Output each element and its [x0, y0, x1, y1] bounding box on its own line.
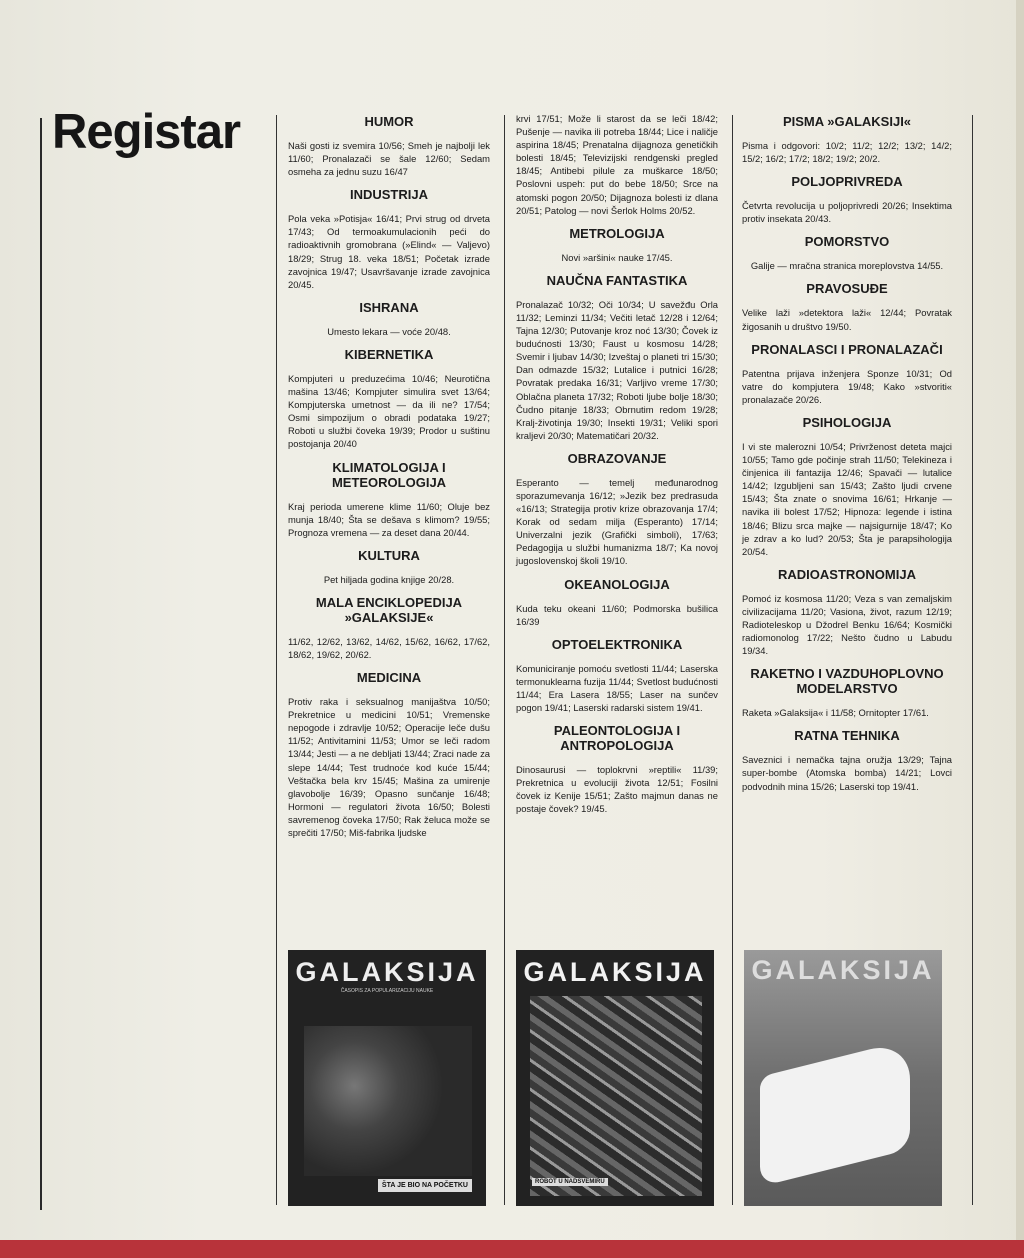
- section-heading: INDUSTRIJA: [349, 187, 428, 203]
- section-heading: KLIMATOLOGIJA I METEOROLOGIJA: [331, 459, 447, 490]
- magazine-cover-3: [744, 950, 942, 1206]
- section-entries: krvi 17/51; Može li starost da se leči 18/42; Pušenje — navika ili potreba 18/44; Lice i naličje aspirina 18/45; Prenatalna dijagnoza genetičkih bolesti 18/45; Televizijski rendgenski pregled 18/45; Antibebi pilule za muškarce 18/50; Poslovni uspeh: put do bebe 18/50; Srce na atomski pogon 20/50; Dijagnoza bolesti iz dlana 20/51; Patolog — novi Šerlok Holms 20/52.: [516, 113, 718, 216]
- section-heading: KULTURA: [358, 547, 420, 563]
- section-heading: NAUČNA FANTASTIKA: [546, 272, 688, 288]
- section-heading: RADIOASTRONOMIJA: [778, 566, 916, 582]
- section-entries: Pronalazač 10/32; Oči 10/34; U savežđu Orla 11/32; Leminzi 11/34; Večiti letač 12/28 i 12/64; Tajna 12/30; Putovanje kroz noć 13/30; Čovek iz budućnosti 13/30; Faust u kosmosu 14/28; Svemir i ljubav 14/30; Izveštaj o planeti tri 15/30; Dan odmazde 15/32; Lutalice i putnici 16/28; Povratak predaka 16/31; Varljivo vreme 17/30; Oblačna planeta 17/32; Roboti ljube bolje 18/30; Čudno pitanje 18/33; Obrnutim redom 19/28; Kralj-životinja 19/30; Insekti 19/31; Veliki spori kraljevi 20/30; Matematičari 20/32.: [516, 298, 718, 441]
- section-heading: MEDICINA: [356, 670, 422, 686]
- section-heading: OBRAZOVANJE: [567, 450, 667, 466]
- cover-caption: ROBOT U NADSVEMIRU: [532, 1178, 608, 1186]
- magazine-cover-1: [288, 950, 486, 1206]
- section-entries: Kompjuteri u preduzećima 10/46; Neurotična mašina 13/46; Kompjuter simulira svet 13/64; Kompjuterska umetnost — da ili ne? 17/54; Osmi simpozijum o obradi podataka 19/27; Roboti u službi čoveka 19/39; Prodor u suštinu postojanja 20/40: [288, 372, 490, 450]
- section-entries: Pisma i odgovori: 10/2; 11/2; 12/2; 13/2; 14/2; 15/2; 16/2; 17/2; 18/2; 19/2; 20/2.: [742, 140, 952, 165]
- section-entries: Raketa »Galaksija« i 11/58; Ornitopter 17/61.: [742, 707, 929, 719]
- section-entries: Novi »aršini« nauke 17/45.: [561, 251, 673, 263]
- section-heading: PRONALASCI I PRONALAZAČI: [751, 341, 943, 357]
- section-entries: Umesto lekara — voće 20/48.: [327, 325, 451, 337]
- index-column-2: [516, 112, 718, 821]
- section-entries: Pomoć iz kosmosa 11/20; Veza s van zemaljskim civilizacijama 11/20; Vasiona, život, razum 12/19; Radioteleskop u Džodrel Benku 16/64; Kosmički radiomonolog 17/22; Nešto čudno u Labudu 19/34.: [742, 592, 952, 657]
- section-heading: MALA ENCIKLOPEDIJA »GALAKSIJE«: [315, 594, 463, 625]
- section-entries: 11/62, 12/62, 13/62, 14/62, 15/62, 16/62, 17/62, 18/62, 19/62, 20/62.: [288, 635, 490, 660]
- section-heading: METROLOGIJA: [569, 225, 665, 241]
- index-column-1: [288, 112, 490, 845]
- section-entries: Protiv raka i seksualnog manijaštva 10/50; Prekretnice u medicini 10/51; Vremenske nepogode i zdravlje 10/52; Operacije leče dušu 11/52; Antivitamini 11/53; Umor se leči radom 13/44; Jesti — a ne debljati 13/44; Zraci nade za slepe 14/44; Test trudnoće kod kuće 15/44; Veštačka bela krv 15/45; Mašina za umirenje glavobolje 16/39; Opasno sunčanje 16/48; Hormoni — regulatori života 16/50; Bolesti savremenog čoveka 17/50; Rak želuca može se sprečiti 17/50; Miš-fabrika ljudske: [288, 696, 490, 838]
- section-entries: Kuda teku okeani 11/60; Podmorska bušilica 16/39: [516, 602, 718, 627]
- section-heading: PISMA »GALAKSIJI«: [782, 114, 912, 129]
- cover-title: GALAKSIJA: [523, 957, 707, 987]
- column-divider: [732, 115, 733, 1205]
- section-heading: HUMOR: [364, 114, 414, 129]
- section-heading: RATNA TEHNIKA: [794, 728, 900, 744]
- section-heading: PRAVOSUĐE: [806, 281, 888, 297]
- section-heading: POMORSTVO: [804, 234, 890, 250]
- section-entries: Saveznici i nemačka tajna oružja 13/29; Tajna super-bombe (Atomska bomba) 14/21; Lovci podvodnih mina 15/26; Laserski top 19/41.: [742, 754, 952, 792]
- section-heading: POLJOPRIVREDA: [791, 174, 903, 190]
- bottom-color-bar: [0, 1240, 1024, 1258]
- section-entries: Velike laži »detektora laži« 12/44; Povratak žigosanih u društvo 19/50.: [742, 307, 952, 332]
- section-heading: OKEANOLOGIJA: [564, 576, 670, 592]
- column-divider: [972, 115, 973, 1205]
- section-heading: RAKETNO I VAZDUHOPLOVNO MODELARSTVO: [750, 666, 944, 697]
- section-entries: Četvrta revolucija u poljoprivredi 20/26; Insektima protiv insekata 20/43.: [742, 200, 952, 225]
- page-title: Registar: [52, 105, 241, 159]
- section-heading: OPTOELEKTRONIKA: [551, 636, 683, 652]
- cover-title: GALAKSIJA: [751, 955, 935, 985]
- column-divider: [276, 115, 277, 1205]
- section-entries: Patentna prijava inženjera Sponze 10/31; Od vatre do kompjutera 19/48; Kako »stvoriti« pronalazače 20/26.: [742, 367, 952, 405]
- cover-subtitle: ČASOPIS ZA POPULARIZACIJU NAUKE: [340, 988, 434, 994]
- section-entries: Galije — mračna stranica moreplovstva 14/55.: [750, 260, 944, 272]
- section-entries: Dinosaurusi — toplokrvni »reptili« 11/39; Prekretnica u evoluciji života 12/51; Fosilni čovek iz Kenije 15/51; Zašto majmun danas ne postaje čovek? 19/45.: [516, 764, 718, 815]
- cover-title: GALAKSIJA: [295, 957, 479, 987]
- index-column-3: [742, 112, 952, 799]
- section-heading: PSIHOLOGIJA: [802, 414, 892, 430]
- cover-image: [304, 1026, 472, 1176]
- section-heading: ISHRANA: [359, 299, 419, 315]
- left-rule: [40, 118, 42, 1210]
- column-divider: [504, 115, 505, 1205]
- section-heading: PALEONTOLOGIJA I ANTROPOLOGIJA: [553, 723, 681, 754]
- section-entries: Esperanto — temelj međunarodnog sporazumevanja 16/12; »Jezik bez predrasuda «16/13; Strategija protiv krize obrazovanja 17/4; Korak od sedam milja (Esperanto) 17/14; Univerzalni jezik (Grafički simboli), 17/63; Pedagogija u službi humanizma 18/7; Ka novoj jugoslovenskoj školi 19/10.: [516, 476, 718, 567]
- page-edge: [1016, 0, 1024, 1240]
- section-entries: Pola veka »Potisja« 16/41; Prvi strug od drveta 17/43; Od termoakumulacionih peći do radioaktivnih gromobrana (»Elind« — Valjevo) 18/29; Strug 18. veka 18/51; Početak izrade zavojnica 19/47; Usavršavanje izrade zavojnica 20/45.: [288, 213, 490, 290]
- section-heading: KIBERNETIKA: [344, 346, 434, 362]
- section-entries: Komuniciranje pomoću svetlosti 11/44; Laserska termonuklearna fuzija 11/44; Svetlost budućnosti 11/44; Era Lasera 18/55; Laser na sunčev pogon 19/41; Laserski radarski sistem 19/41.: [516, 662, 718, 713]
- section-entries: Pet hiljada godina knjige 20/28.: [323, 573, 455, 585]
- section-entries: Naši gosti iz svemira 10/56; Smeh je najbolji lek 11/60; Pronalazači se šale 12/60; Sedam osmeha za jednu suzu 16/47: [288, 140, 490, 178]
- magazine-cover-2: [516, 950, 714, 1206]
- cover-image: [530, 996, 702, 1196]
- cover-badge: ŠTA JE BIO NA POČETKU: [378, 1179, 472, 1192]
- section-entries: Kraj perioda umerene klime 11/60; Oluje bez munja 18/40; Šta se dešava s klimom? 19/55; Prognoza vremena — za deset dana 20/44.: [288, 500, 490, 538]
- section-entries: I vi ste malerozni 10/54; Privrženost deteta majci 10/55; Tamo gde počinje strah 11/50; Telekineza i činjenica ili fantazija 12/46; Spavači — lutalice 14/42; Izgubljeni san 15/43; Zašto ljudi crvene 15/43; Šta znate o snovima 16/61; Hrkanje — navika ili bolest 17/52; Hipnoza: legende i istina 18/46; Blizu srca majke — najsigurnije 18/47; Ko je zdrav a ko lud? 20/53; Šta je parapsihologija 20/54.: [742, 440, 952, 557]
